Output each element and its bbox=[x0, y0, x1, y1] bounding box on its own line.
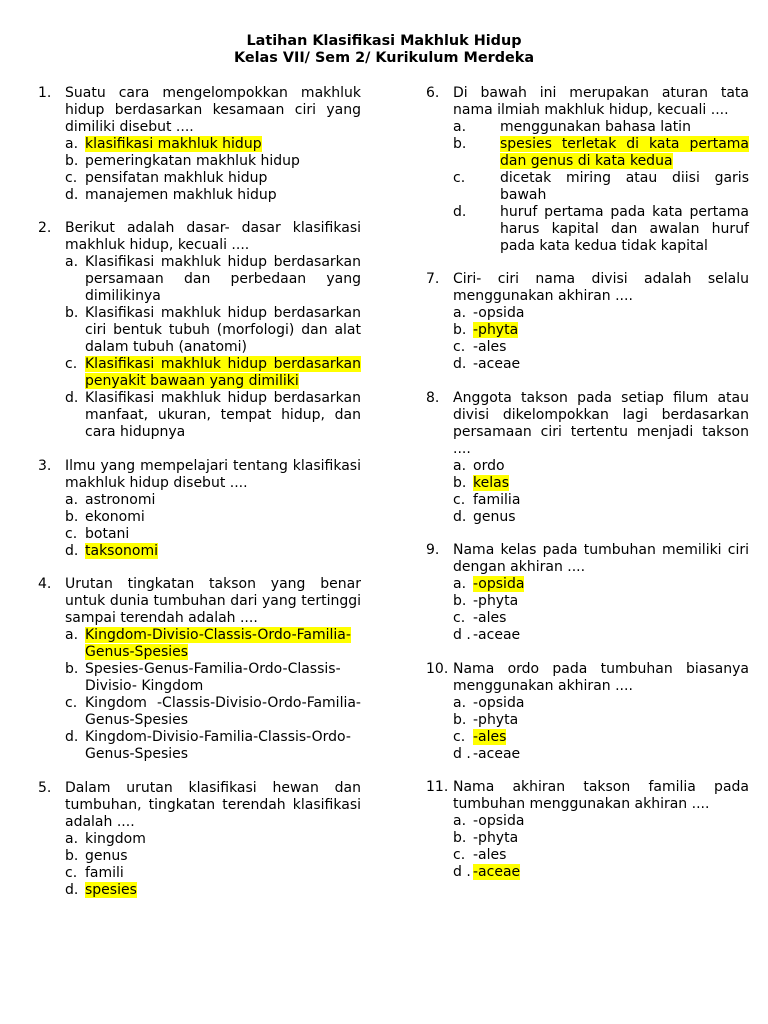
answer-options bbox=[38, 627, 361, 763]
option-text: huruf pertama pada kata pertama harus kapital dan awalan huruf pada kata kedua tidak kapital bbox=[500, 204, 749, 254]
option-letter: c. bbox=[65, 356, 78, 373]
option-letter: d. bbox=[453, 204, 467, 220]
answer-option bbox=[453, 492, 749, 509]
option-text: ekonomi bbox=[85, 508, 145, 525]
option-text-highlighted: kelas bbox=[473, 474, 509, 491]
answer-option bbox=[453, 593, 749, 610]
option-text: manajemen makhluk hidup bbox=[85, 187, 277, 203]
option-text-highlighted: spesies bbox=[85, 881, 137, 898]
option-text: Klasifikasi makhluk hidup berdasarkan ciri bentuk tubuh (morfologi) dan alat dalam tubuh (anatomi) bbox=[85, 305, 361, 356]
option-letter: b. bbox=[453, 474, 467, 491]
answer-option bbox=[453, 322, 749, 339]
question-number: 3. bbox=[38, 457, 52, 474]
answer-options bbox=[426, 695, 749, 763]
answer-option bbox=[65, 492, 361, 509]
option-letter: b. bbox=[65, 847, 79, 864]
option-text-highlighted: -phyta bbox=[473, 322, 519, 339]
answer-option bbox=[65, 865, 361, 882]
answer-option bbox=[453, 458, 749, 475]
question-text: Ilmu yang mempelajari tentang klasifikasi makhluk hidup disebut .... bbox=[65, 457, 361, 491]
answer-option bbox=[453, 119, 749, 136]
option-letter: c. bbox=[65, 695, 78, 712]
option-letter: a. bbox=[453, 305, 467, 322]
option-text: dicetak miring atau diisi garis bawah bbox=[500, 170, 749, 203]
option-text: -ales bbox=[473, 846, 507, 863]
option-letter: d . bbox=[453, 863, 471, 880]
answer-option bbox=[453, 627, 749, 644]
option-text: Klasifikasi makhluk hidup berdasarkan persamaan dan perbedaan yang dimilikinya bbox=[85, 254, 361, 305]
answer-option bbox=[453, 509, 749, 526]
option-text: Klasifikasi makhluk hidup berdasarkan manfaat, ukuran, tempat hidup, dan cara hidupnya bbox=[85, 390, 361, 441]
answer-option bbox=[453, 305, 749, 322]
question-item bbox=[426, 542, 749, 644]
answer-option bbox=[65, 526, 361, 543]
answer-option bbox=[453, 339, 749, 356]
answer-option bbox=[65, 254, 361, 305]
option-letter: b. bbox=[453, 593, 467, 610]
option-letter: c. bbox=[453, 728, 466, 745]
question-item bbox=[38, 458, 361, 560]
option-text-highlighted: Kingdom-Divisio-Classis-Ordo-Familia-Genus-Spesies bbox=[85, 627, 351, 661]
question-text: Nama akhiran takson familia pada tumbuhan menggunakan akhiran .... bbox=[453, 778, 749, 812]
option-letter: c. bbox=[453, 846, 466, 863]
right-column bbox=[426, 85, 749, 897]
option-letter: b. bbox=[65, 508, 79, 525]
question-number: 7. bbox=[426, 271, 440, 288]
answer-option bbox=[453, 204, 749, 255]
option-letter: d. bbox=[453, 356, 467, 373]
option-text: astronomi bbox=[85, 491, 156, 508]
option-text: ordo bbox=[473, 457, 505, 474]
answer-options bbox=[426, 305, 749, 373]
option-letter: c. bbox=[65, 170, 78, 186]
answer-option bbox=[453, 830, 749, 847]
question-number: 11. bbox=[426, 778, 449, 795]
answer-option bbox=[453, 729, 749, 746]
option-text: genus bbox=[85, 847, 128, 864]
answer-option bbox=[65, 627, 361, 661]
answer-options bbox=[426, 813, 749, 881]
answer-options bbox=[426, 458, 749, 526]
option-letter: a. bbox=[453, 576, 467, 593]
answer-option bbox=[65, 729, 361, 763]
answer-option bbox=[453, 475, 749, 492]
option-text-highlighted: -opsida bbox=[473, 576, 525, 593]
answer-options bbox=[38, 136, 361, 204]
option-text: -ales bbox=[473, 339, 507, 356]
worksheet-subtitle: Kelas VII/ Sem 2/ Kurikulum Merdeka bbox=[233, 50, 535, 66]
answer-option bbox=[65, 661, 361, 695]
answer-option bbox=[65, 390, 361, 441]
question-number: 9. bbox=[426, 542, 440, 559]
option-text: -aceae bbox=[473, 627, 521, 644]
question-number: 1. bbox=[38, 85, 52, 101]
left-column bbox=[38, 85, 361, 915]
answer-options bbox=[38, 492, 361, 560]
question-text: Di bawah ini merupakan aturan tata nama ilmiah makhluk hidup, kecuali .... bbox=[453, 85, 749, 118]
answer-option bbox=[65, 153, 361, 170]
answer-option bbox=[65, 882, 361, 899]
option-letter: b. bbox=[65, 661, 79, 678]
answer-option bbox=[65, 543, 361, 560]
worksheet-header bbox=[0, 33, 768, 67]
question-item bbox=[38, 576, 361, 763]
option-text-highlighted: klasifikasi makhluk hidup bbox=[85, 136, 262, 152]
option-text: kingdom bbox=[85, 830, 146, 847]
answer-options bbox=[426, 119, 749, 255]
option-letter: d. bbox=[65, 542, 79, 559]
answer-option bbox=[65, 305, 361, 356]
option-letter: b. bbox=[453, 136, 467, 152]
option-letter: d. bbox=[65, 390, 79, 407]
answer-option bbox=[65, 136, 361, 153]
question-item bbox=[426, 390, 749, 526]
answer-option bbox=[65, 848, 361, 865]
option-text: -phyta bbox=[473, 593, 519, 610]
answer-option bbox=[453, 813, 749, 830]
option-text: -aceae bbox=[473, 356, 521, 373]
question-item bbox=[426, 85, 749, 255]
option-letter: d . bbox=[453, 627, 471, 644]
option-letter: a. bbox=[65, 254, 79, 271]
worksheet-title: Latihan Klasifikasi Makhluk Hidup bbox=[246, 33, 522, 49]
question-number: 2. bbox=[38, 220, 52, 237]
answer-options bbox=[426, 576, 749, 644]
question-item bbox=[38, 220, 361, 441]
option-letter: b. bbox=[453, 322, 467, 339]
option-letter: a. bbox=[65, 136, 79, 152]
option-letter: b. bbox=[453, 711, 467, 728]
option-letter: a. bbox=[453, 812, 467, 829]
answer-option bbox=[65, 831, 361, 848]
option-letter: c. bbox=[453, 170, 466, 186]
option-text: familia bbox=[473, 491, 521, 508]
question-text: Urutan tingkatan takson yang benar untuk dunia tumbuhan dari yang tertinggi sampai terendah adalah .... bbox=[65, 576, 361, 627]
answer-option bbox=[453, 170, 749, 204]
question-item bbox=[426, 271, 749, 373]
option-letter: a. bbox=[65, 627, 79, 644]
option-text: botani bbox=[85, 525, 130, 542]
option-letter: d. bbox=[65, 729, 79, 746]
option-text: pemeringkatan makhluk hidup bbox=[85, 153, 300, 169]
option-text-highlighted: -ales bbox=[473, 728, 507, 745]
option-letter: c. bbox=[65, 864, 78, 881]
answer-option bbox=[453, 136, 749, 170]
question-number: 4. bbox=[38, 576, 52, 593]
option-letter: b. bbox=[65, 305, 79, 322]
option-text: -ales bbox=[473, 610, 507, 627]
answer-option bbox=[453, 576, 749, 593]
option-text: menggunakan bahasa latin bbox=[500, 119, 691, 135]
option-letter: a. bbox=[65, 491, 79, 508]
option-text: famili bbox=[85, 864, 124, 881]
option-text: Kingdom -Classis-Divisio-Ordo-Familia-Genus-Spesies bbox=[85, 695, 361, 729]
option-text: -aceae bbox=[473, 745, 521, 762]
option-text: -opsida bbox=[473, 812, 525, 829]
question-number: 8. bbox=[426, 389, 440, 406]
option-letter: b. bbox=[65, 153, 79, 169]
option-text: Spesies-Genus-Familia-Ordo-Classis-Divisio- Kingdom bbox=[85, 661, 341, 695]
option-letter: a. bbox=[453, 694, 467, 711]
option-text-highlighted: Klasifikasi makhluk hidup berdasarkan penyakit bawaan yang dimiliki bbox=[85, 356, 361, 390]
answer-option bbox=[453, 695, 749, 712]
answer-option bbox=[453, 746, 749, 763]
option-text-highlighted: taksonomi bbox=[85, 542, 159, 559]
option-text: pensifatan makhluk hidup bbox=[85, 170, 268, 186]
answer-option bbox=[65, 356, 361, 390]
question-text: Ciri- ciri nama divisi adalah selalu menggunakan akhiran .... bbox=[453, 271, 749, 305]
option-letter: d. bbox=[65, 187, 79, 203]
option-letter: c. bbox=[65, 525, 78, 542]
option-text: Kingdom-Divisio-Familia-Classis-Ordo-Genus-Spesies bbox=[85, 729, 351, 763]
answer-option bbox=[453, 356, 749, 373]
option-letter: b. bbox=[453, 829, 467, 846]
question-item bbox=[38, 85, 361, 204]
option-text: genus bbox=[473, 508, 516, 525]
option-text: -phyta bbox=[473, 829, 519, 846]
answer-option bbox=[453, 610, 749, 627]
answer-options bbox=[38, 254, 361, 441]
question-text: Suatu cara mengelompokkan makhluk hidup berdasarkan kesamaan ciri yang dimiliki disebut .... bbox=[65, 85, 361, 135]
option-letter: d . bbox=[453, 745, 471, 762]
answer-option bbox=[453, 864, 749, 881]
answer-options bbox=[38, 831, 361, 899]
answer-option bbox=[65, 509, 361, 526]
question-item bbox=[426, 661, 749, 763]
option-text: -phyta bbox=[473, 711, 519, 728]
question-text: Berikut adalah dasar- dasar klasifikasi makhluk hidup, kecuali .... bbox=[65, 220, 361, 254]
answer-option bbox=[65, 695, 361, 729]
question-item bbox=[38, 780, 361, 899]
option-text: -opsida bbox=[473, 694, 525, 711]
option-letter: d. bbox=[65, 881, 79, 898]
option-letter: a. bbox=[453, 457, 467, 474]
question-text: Anggota takson pada setiap filum atau divisi dikelompokkan lagi berdasarkan persamaan ciri tertentu menjadi takson .... bbox=[453, 389, 749, 457]
option-text-highlighted: spesies terletak di kata pertama dan genus di kata kedua bbox=[500, 136, 749, 169]
question-number: 6. bbox=[426, 85, 440, 101]
question-text: Nama kelas pada tumbuhan memiliki ciri dengan akhiran .... bbox=[453, 542, 749, 576]
option-letter: c. bbox=[453, 610, 466, 627]
question-text: Dalam urutan klasifikasi hewan dan tumbuhan, tingkatan terendah klasifikasi adalah .... bbox=[65, 779, 361, 830]
option-text-highlighted: -aceae bbox=[473, 863, 521, 880]
question-item bbox=[426, 779, 749, 881]
option-text: -opsida bbox=[473, 305, 525, 322]
answer-option bbox=[453, 712, 749, 729]
answer-option bbox=[65, 170, 361, 187]
option-letter: a. bbox=[65, 830, 79, 847]
option-letter: c. bbox=[453, 339, 466, 356]
question-text: Nama ordo pada tumbuhan biasanya menggunakan akhiran .... bbox=[453, 660, 749, 694]
option-letter: d. bbox=[453, 508, 467, 525]
answer-option bbox=[65, 187, 361, 204]
question-number: 5. bbox=[38, 779, 52, 796]
answer-option bbox=[453, 847, 749, 864]
option-letter: a. bbox=[453, 119, 467, 135]
question-number: 10. bbox=[426, 660, 449, 677]
option-letter: c. bbox=[453, 491, 466, 508]
